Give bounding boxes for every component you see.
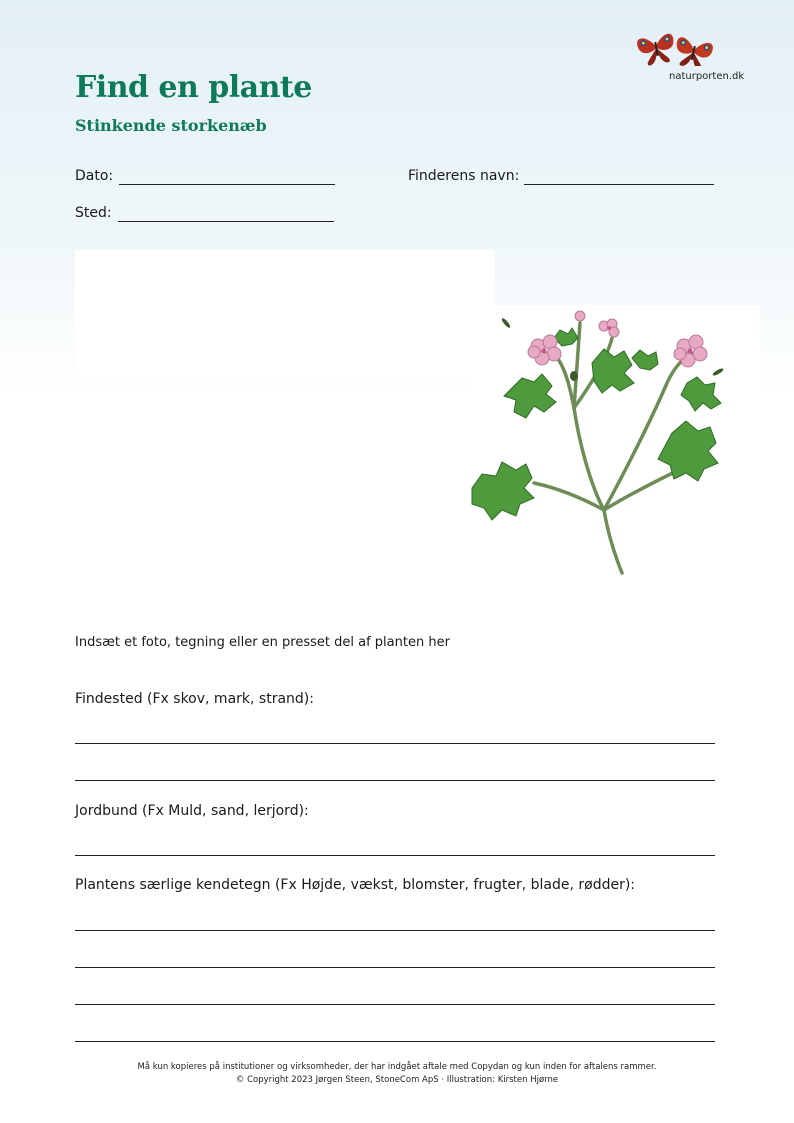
butterfly-logo-icon xyxy=(632,26,718,66)
plant-illustration-icon xyxy=(462,298,762,583)
section-label-findested: Findested (Fx skov, mark, strand): xyxy=(75,691,314,707)
answer-line[interactable] xyxy=(75,1004,715,1005)
answer-line[interactable] xyxy=(75,967,715,968)
section-label-kendetegn: Plantens særlige kendetegn (Fx Højde, vækst, blomster, frugter, blade, rødder): xyxy=(75,877,636,893)
answer-line[interactable] xyxy=(75,780,715,781)
place-label: Sted: xyxy=(75,205,112,221)
footer-copy-notice: Må kun kopieres på institutioner og virksomheder, der har indgået aftale med Copydan og kun inden for aftalens rammer. xyxy=(137,1062,657,1072)
date-field[interactable] xyxy=(119,184,335,185)
date-label: Dato: xyxy=(75,168,114,184)
plant-name-subtitle: Stinkende storkenæb xyxy=(75,116,267,135)
section-label-jordbund: Jordbund (Fx Muld, sand, lerjord): xyxy=(75,803,309,819)
footer xyxy=(0,1061,794,1087)
answer-line[interactable] xyxy=(75,930,715,931)
answer-line[interactable] xyxy=(75,1041,715,1042)
photo-insert-area[interactable] xyxy=(75,250,495,375)
finder-name-field[interactable] xyxy=(524,184,714,185)
answer-line[interactable] xyxy=(75,743,715,744)
brand-name: naturporten.dk xyxy=(669,71,745,82)
page-title: Find en plante xyxy=(75,70,312,105)
footer-copyright: © Copyright 2023 Jørgen Steen, StoneCom ApS · Illustration: Kirsten Hjørne xyxy=(235,1075,559,1085)
answer-line[interactable] xyxy=(75,855,715,856)
place-field[interactable] xyxy=(118,221,334,222)
photo-instruction: Indsæt et foto, tegning eller en presset del af planten her xyxy=(75,635,450,650)
finder-name-label: Finderens navn: xyxy=(408,168,520,184)
